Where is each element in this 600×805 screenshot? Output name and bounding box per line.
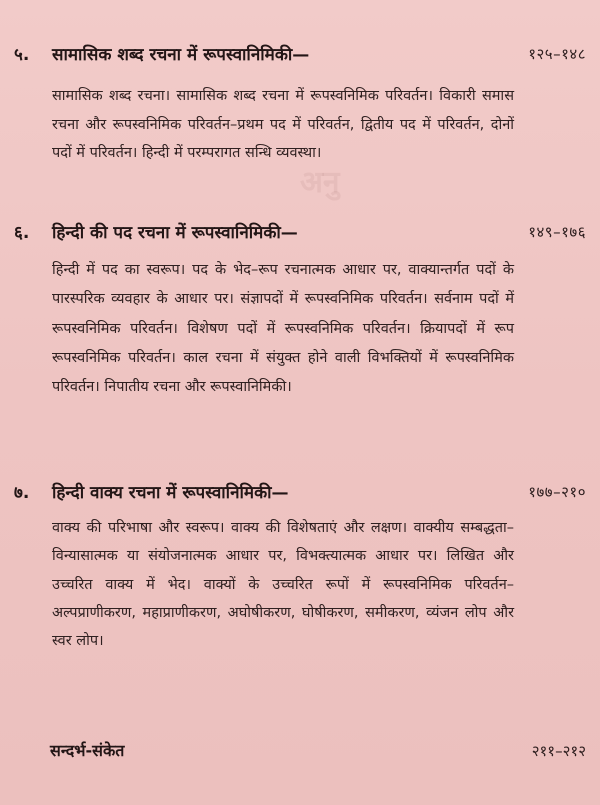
chapter-7 [0,478,600,650]
chapter-summary [52,256,514,402]
chapter-number: ६. [14,223,30,243]
references-entry [0,737,600,767]
references-page-range: २११–२१२ [531,742,586,760]
chapter-heading [0,218,600,248]
chapter-heading [0,478,600,508]
chapter-5 [0,40,600,161]
show-through-text: अनु [300,165,340,200]
chapter-page-range: १७७–२१० [528,483,586,501]
chapter-title: हिन्दी की पद रचना में रूपस्वानिमिकी— [52,223,298,243]
references-title: सन्दर्भ-संकेत [50,741,125,760]
chapter-summary-text: सामासिक शब्द रचना। सामासिक शब्द रचना में रूपस्वनिमिक परिवर्तन। विकारी समास रचना और रूपस्वनिमिक परिवर्तन–प्रथम पद में परिवर्तन, द्वितीय पद में परिवर्तन, दोनों पदों में परिवर्तन। हिन्दी में परम्परागत सन्धि व्यवस्था। [52,88,514,161]
chapter-6 [0,218,600,396]
chapter-number: ७. [14,483,30,503]
chapter-summary [52,82,514,168]
chapter-title: हिन्दी वाक्य रचना में रूपस्वानिमिकी— [52,483,289,503]
chapter-page-range: १२५–१४८ [528,45,586,63]
chapter-number: ५. [14,45,30,65]
chapter-title: सामासिक शब्द रचना में रूपस्वानिमिकी— [52,45,310,65]
chapter-heading [0,40,600,70]
chapter-summary-text: वाक्य की परिभाषा और स्वरूप। वाक्य की विशेषताएं और लक्षण। वाक्यीय सम्बद्धता–विन्यासात्मक या संयोजनात्मक आधार पर, विभक्त्यात्मक आधार पर। लिखित और उच्चरित वाक्य में भेद। वाक्यों के उच्चरित रूपों में रूपस्वनिमिक परिवर्तन–अल्पप्राणीकरण, महाप्राणीकरण, अघोषीकरण, घोषीकरण, समीकरण, व्यंजन लोप और स्वर लोप। [52,520,514,650]
chapter-page-range: १४९–१७६ [528,223,586,241]
chapter-summary [52,514,514,655]
chapter-summary-text: हिन्दी में पद का स्वरूप। पद के भेद–रूप रचनात्मक आधार पर, वाक्यान्तर्गत पदों के पारस्परिक व्यवहार के आधार पर। संज्ञापदों में रूपस्वनिमिक परिवर्तन। सर्वनाम पदों में रूपस्वनिमिक परिवर्तन। विशेषण पदों में रूपस्वनिमिक परिवर्तन। क्रियापदों में रूप रूपस्वनिमिक परिवर्तन। काल रचना में संयुक्त होने वाली विभक्तियों में रूपस्वनिमिक परिवर्तन। निपातीय रचना और रूपस्वानिमिकी। [52,262,514,396]
